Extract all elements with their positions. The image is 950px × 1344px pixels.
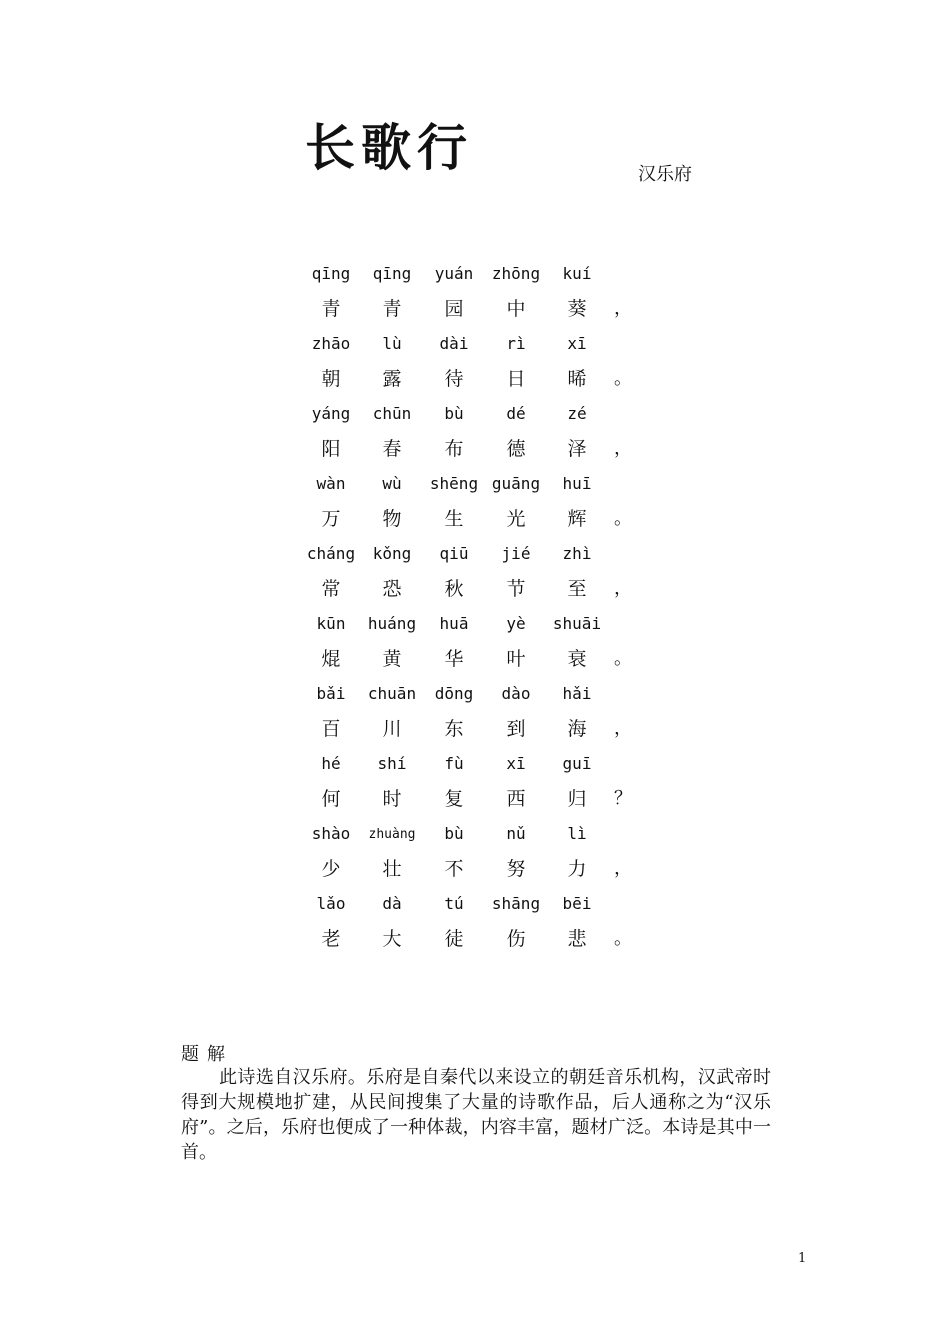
poem-character: 葵 [567,298,587,320]
pinyin-syllable: wù [382,474,402,493]
pinyin-syllable: bù [444,404,464,423]
character-row [300,714,660,751]
poem-character: 叶 [506,648,526,670]
poem-character: 悲 [567,928,587,950]
poem-character: 徒 [444,928,464,950]
poem-character: 力 [567,858,587,880]
poem-character: 常 [321,578,341,600]
pinyin-syllable: dài [439,334,469,353]
poem-character: 德 [506,438,526,460]
poem-character: 生 [444,508,464,530]
pinyin-syllable: shào [311,824,351,843]
poem-author: 汉乐府 [638,164,692,185]
pinyin-syllable: hé [321,754,341,773]
pinyin-syllable: qiū [439,544,469,563]
pinyin-syllable: lǎo [316,894,346,913]
pinyin-row [300,402,660,434]
poem-character: 大 [382,928,402,950]
pinyin-syllable: qīng [372,264,412,283]
pinyin-syllable: kūn [316,614,346,633]
pinyin-syllable: dé [506,404,526,423]
pinyin-syllable: shuāi [552,614,602,633]
poem-character: 衰 [567,648,587,670]
poem-character: 伤 [506,928,526,950]
poem-character: 物 [382,508,402,530]
pinyin-syllable: guī [562,754,592,773]
poem-character: 中 [506,298,526,320]
pinyin-syllable: dà [382,894,402,913]
poem-character: 园 [444,298,464,320]
pinyin-syllable: nǔ [506,824,526,843]
punctuation: ， [614,578,632,599]
poem-character: 露 [382,368,402,390]
pinyin-syllable: rì [506,334,526,353]
pinyin-syllable: xī [506,754,526,773]
pinyin-syllable: huī [562,474,592,493]
pinyin-syllable: tú [444,894,464,913]
punctuation: ， [614,298,632,319]
poem-character: 归 [567,788,587,810]
punctuation: ， [614,438,632,459]
punctuation: ？ [614,788,632,809]
pinyin-syllable: kuí [562,264,592,283]
pinyin-syllable: huáng [367,614,417,633]
character-row [300,644,660,681]
poem-character: 焜 [321,648,341,670]
pinyin-row [300,682,660,714]
pinyin-syllable: wàn [316,474,346,493]
pinyin-syllable: yè [506,614,526,633]
pinyin-syllable: zé [567,404,587,423]
pinyin-syllable: zhāo [311,334,351,353]
character-row [300,574,660,611]
poem-character: 黄 [382,648,402,670]
pinyin-syllable: bēi [562,894,592,913]
poem-character: 万 [321,508,341,530]
poem-character: 时 [382,788,402,810]
poem-character: 复 [444,788,464,810]
pinyin-syllable: lù [382,334,402,353]
punctuation: ， [614,718,632,739]
pinyin-syllable: dōng [434,684,474,703]
pinyin-row [300,612,660,644]
pinyin-syllable: qīng [311,264,351,283]
character-row [300,854,660,891]
pinyin-row [300,332,660,364]
pinyin-row [300,752,660,784]
pinyin-syllable: lì [567,824,587,843]
character-row [300,434,660,471]
section-body: 此诗选自汉乐府。乐府是自秦代以来设立的朝廷音乐机构，汉武帝时得到大规模地扩建，从民间搜集了大量的诗歌作品，后人通称之为“汉乐府”。之后，乐府也便成了一种体裁，内容丰富，题材广泛。本诗是其中一首。 [181,1067,771,1163]
pinyin-syllable: cháng [306,544,356,563]
poem-character: 晞 [567,368,587,390]
section-heading: 题解 [181,1044,233,1065]
pinyin-syllable: yáng [311,404,351,423]
pinyin-syllable: guāng [491,474,541,493]
poem-body [300,262,660,962]
poem-character: 辉 [567,508,587,530]
pinyin-syllable: zhì [562,544,592,563]
poem-character: 布 [444,438,464,460]
pinyin-row [300,472,660,504]
pinyin-syllable: xī [567,334,587,353]
poem-character: 努 [506,858,526,880]
poem-character: 待 [444,368,464,390]
character-row [300,364,660,401]
page-number: 1 [798,1251,807,1266]
pinyin-syllable: fù [444,754,464,773]
punctuation: 。 [614,508,632,529]
character-row [300,924,660,961]
poem-character: 壮 [382,858,402,880]
character-row [300,294,660,331]
poem-character: 阳 [321,438,341,460]
poem-character: 百 [321,718,341,740]
poem-character: 节 [506,578,526,600]
poem-character: 到 [506,718,526,740]
pinyin-syllable: bǎi [316,684,346,703]
poem-character: 青 [321,298,341,320]
poem-character: 华 [444,648,464,670]
pinyin-syllable: chuān [367,684,417,703]
pinyin-syllable: bù [444,824,464,843]
pinyin-syllable: shí [377,754,407,773]
pinyin-row [300,542,660,574]
pinyin-row [300,262,660,294]
character-row [300,504,660,541]
poem-character: 老 [321,928,341,950]
pinyin-syllable: zhuàng [368,827,416,842]
pinyin-syllable: chūn [372,404,412,423]
pinyin-syllable: jié [501,544,531,563]
poem-character: 不 [444,858,464,880]
poem-title: 长歌行 [305,119,473,177]
punctuation: 。 [614,368,632,389]
poem-character: 何 [321,788,341,810]
pinyin-syllable: zhōng [491,264,541,283]
poem-character: 至 [567,578,587,600]
pinyin-syllable: dào [501,684,531,703]
poem-character: 光 [506,508,526,530]
character-row [300,784,660,821]
poem-character: 少 [321,858,341,880]
poem-character: 日 [506,368,526,390]
punctuation: 。 [614,928,632,949]
pinyin-row [300,892,660,924]
poem-character: 海 [567,718,587,740]
poem-character: 西 [506,788,526,810]
poem-character: 泽 [567,438,587,460]
pinyin-row [300,822,660,854]
poem-character: 川 [382,718,402,740]
pinyin-syllable: yuán [434,264,474,283]
pinyin-syllable: shēng [429,474,479,493]
pinyin-syllable: hǎi [562,684,592,703]
poem-character: 恐 [382,578,402,600]
poem-character: 秋 [444,578,464,600]
pinyin-syllable: kǒng [372,544,412,563]
poem-character: 东 [444,718,464,740]
punctuation: ， [614,858,632,879]
poem-character: 青 [382,298,402,320]
poem-character: 春 [382,438,402,460]
punctuation: 。 [614,648,632,669]
poem-character: 朝 [321,368,341,390]
pinyin-syllable: shāng [491,894,541,913]
pinyin-syllable: huā [439,614,469,633]
